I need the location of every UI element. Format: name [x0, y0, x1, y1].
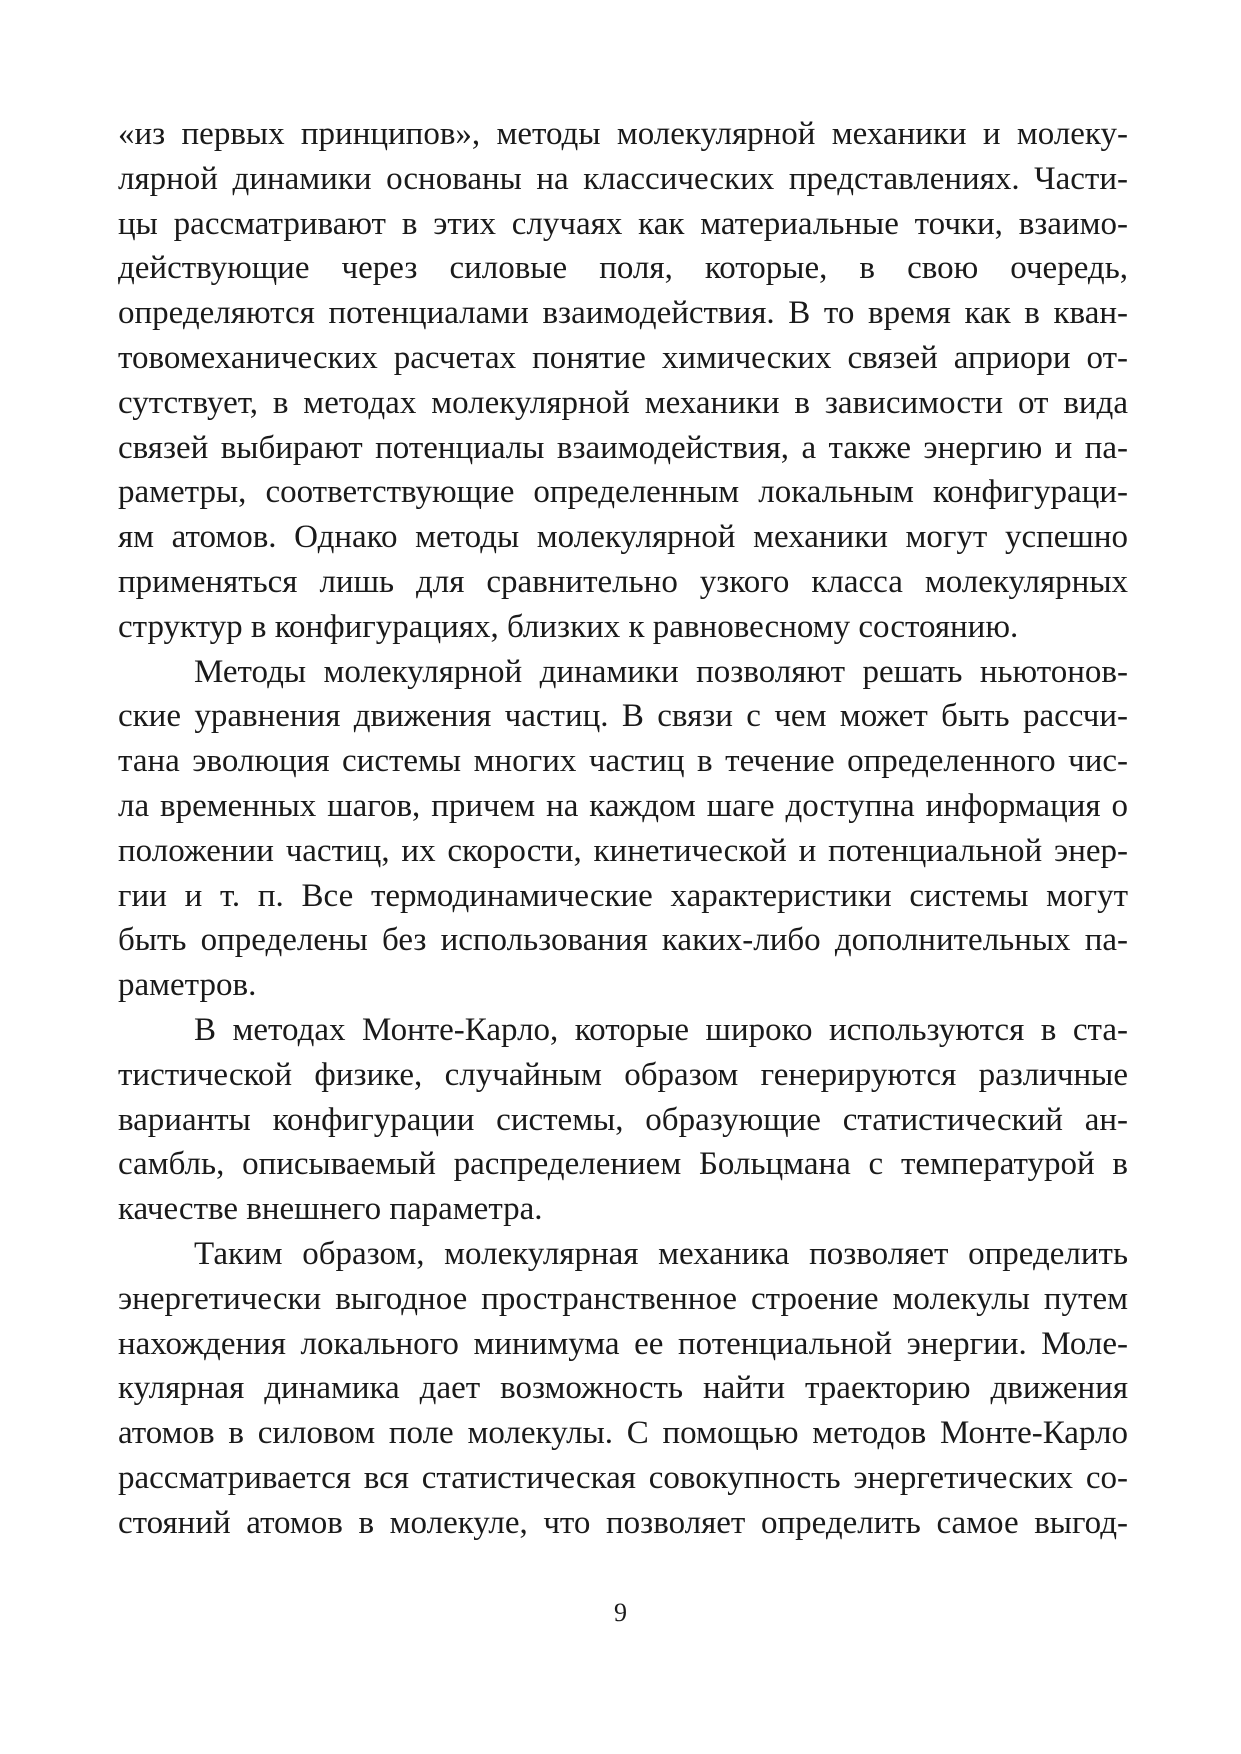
body-text [118, 112, 1128, 1546]
text-line: структур в конфигурациях, близких к равновесному состоянию. [118, 608, 1019, 645]
text-line: энергетически выгодное пространственное строение молекулы путем [118, 1280, 1128, 1317]
page-number: 9 [614, 1598, 627, 1627]
text-line: быть определены без использования каких-либо дополнительных па- [118, 922, 1128, 959]
text-line: кулярная динамика дает возможность найти траекторию движения [118, 1370, 1128, 1407]
text-line: связей выбирают потенциалы взаимодействия, а также энергию и па- [118, 429, 1128, 466]
text-line: применяться лишь для сравнительно узкого класса молекулярных [118, 563, 1128, 600]
text-line: стояний атомов в молекуле, что позволяет определить самое выгод- [118, 1504, 1128, 1541]
text-line: атомов в силовом поле молекулы. С помощью методов Монте-Карло [118, 1415, 1128, 1452]
text-line: нахождения локального минимума ее потенциальной энергии. Моле- [118, 1325, 1128, 1362]
text-line: определяются потенциалами взаимодействия. В то время как в кван- [118, 295, 1128, 332]
text-line: самбль, описываемый распределением Больцмана с температурой в [118, 1146, 1128, 1183]
text-line: ские уравнения движения частиц. В связи с чем может быть рассчи- [118, 698, 1128, 735]
text-line: товомеханических расчетах понятие химических связей априори от- [118, 339, 1128, 376]
text-line: варианты конфигурации системы, образующие статистический ан- [118, 1101, 1128, 1138]
text-line: лярной динамики основаны на классических представлениях. Части- [118, 160, 1128, 197]
paragraph-first-line: Таким образом, молекулярная механика позволяет определить [194, 1235, 1128, 1272]
text-line: раметры, соответствующие определенным локальным конфигураци- [118, 474, 1128, 511]
text-line: действующие через силовые поля, которые, в свою очередь, [118, 250, 1128, 287]
text-line: гии и т. п. Все термодинамические характеристики системы могут [118, 877, 1128, 914]
text-line: тана эволюция системы многих частиц в течение определенного чис- [118, 743, 1128, 780]
text-line: сутствует, в методах молекулярной механики в зависимости от вида [118, 384, 1128, 421]
text-line: положении частиц, их скорости, кинетической и потенциальной энер- [118, 832, 1128, 869]
text-line: ла временных шагов, причем на каждом шаге доступна информация о [118, 787, 1128, 824]
text-line: цы рассматривают в этих случаях как материальные точки, взаимо- [118, 205, 1128, 242]
text-line: рассматривается вся статистическая совокупность энергетических со- [118, 1459, 1128, 1496]
paragraph-first-line: Методы молекулярной динамики позволяют решать ньютонов- [194, 653, 1128, 690]
paragraph-first-line: В методах Монте-Карло, которые широко используются в ста- [194, 1011, 1128, 1048]
text-line: раметров. [118, 967, 257, 1004]
text-line: «из первых принципов», методы молекулярной механики и молеку- [118, 116, 1128, 152]
text-line: качестве внешнего параметра. [118, 1191, 543, 1228]
text-line: ям атомов. Однако методы молекулярной механики могут успешно [118, 519, 1128, 556]
text-line: тистической физике, случайным образом генерируются различные [118, 1056, 1128, 1093]
